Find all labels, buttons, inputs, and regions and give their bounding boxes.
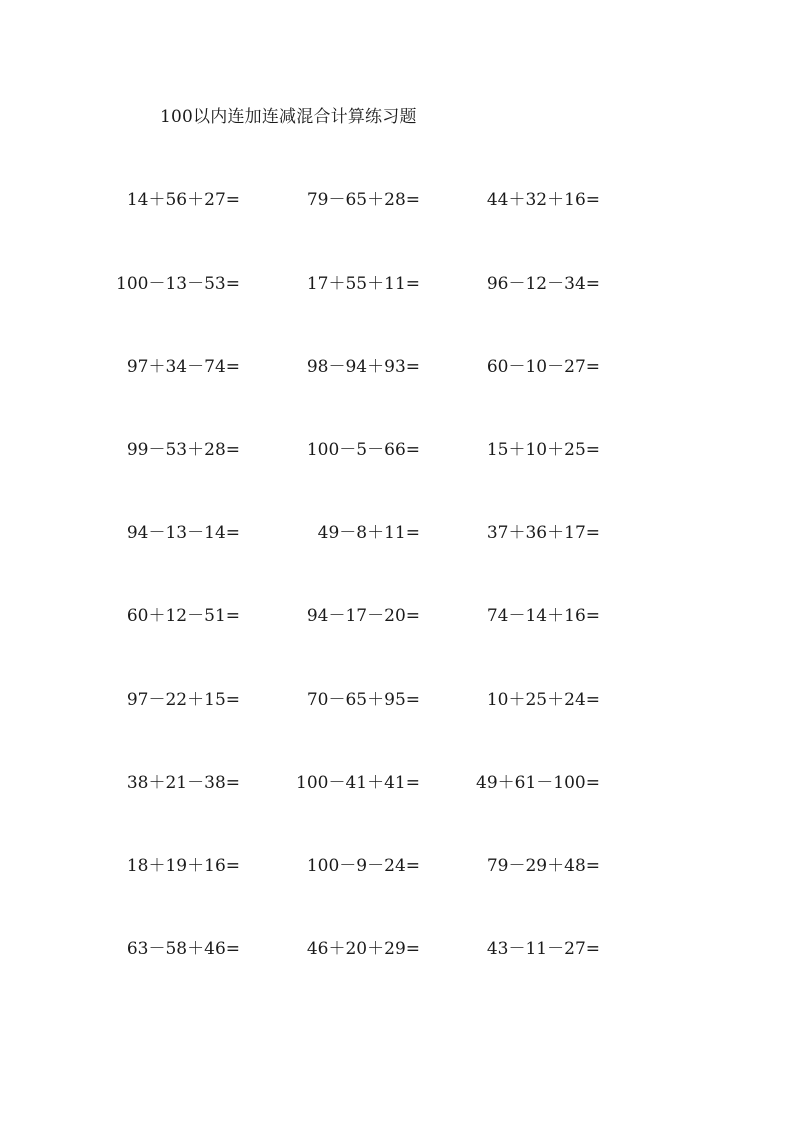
problem: 97＋34－74= [126,357,240,377]
problem: 79－29＋48= [486,856,600,876]
problem-row [0,438,794,462]
problem: 100－41＋41= [296,773,420,793]
problem: 60＋12－51= [126,606,240,626]
problem: 38＋21－38= [126,773,240,793]
problem-row [0,188,794,212]
problem: 96－12－34= [486,274,600,294]
problem: 14＋56＋27= [126,190,240,210]
problem: 17＋55＋11= [306,274,420,294]
problem: 94－17－20= [306,606,420,626]
problem: 100－13－53= [116,274,240,294]
problem-row [0,521,794,545]
problem-row [0,854,794,878]
problem-row [0,272,794,296]
problem: 100－9－24= [306,856,420,876]
problem: 10＋25＋24= [486,690,600,710]
problem-row [0,771,794,795]
problem-row [0,688,794,712]
problem: 70－65＋95= [306,690,420,710]
problem: 60－10－27= [486,357,600,377]
problem: 74－14＋16= [486,606,600,626]
problem: 63－58＋46= [126,939,240,959]
problem-row [0,355,794,379]
problem: 94－13－14= [126,523,240,543]
problem: 49－8＋11= [317,523,420,543]
problem: 49＋61－100= [476,773,600,793]
problem-row [0,604,794,628]
problem: 99－53＋28= [126,440,240,460]
problem: 100－5－66= [306,440,420,460]
problem: 97－22＋15= [126,690,240,710]
problem: 44＋32＋16= [486,190,600,210]
worksheet-title: 100以内连加连减混合计算练习题 [160,107,417,127]
problem-row [0,937,794,961]
problem: 15＋10＋25= [486,440,600,460]
problem: 37＋36＋17= [486,523,600,543]
problem: 18＋19＋16= [126,856,240,876]
problem: 46＋20＋29= [306,939,420,959]
problem: 43－11－27= [486,939,600,959]
problem: 98－94＋93= [306,357,420,377]
problem: 79－65＋28= [306,190,420,210]
